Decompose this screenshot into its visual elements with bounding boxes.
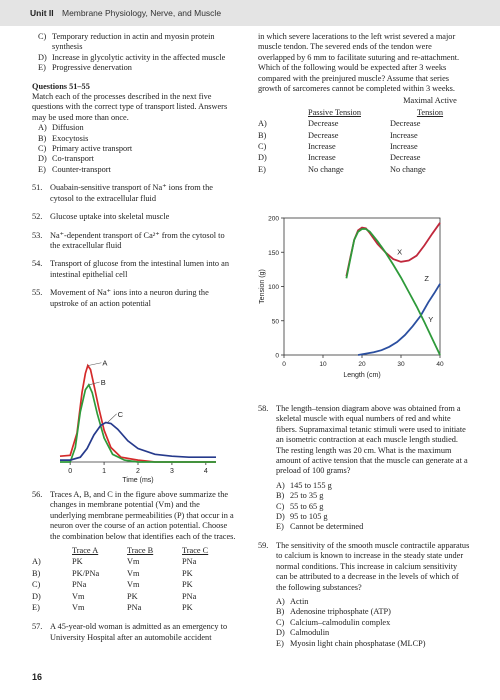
x-axis-label: Time (ms) bbox=[122, 477, 154, 484]
transport-option: A) Diffusion bbox=[38, 123, 84, 133]
trace-label-a: A bbox=[102, 358, 108, 368]
answer-option: A) 145 to 155 g bbox=[276, 480, 332, 490]
answer-option: A) Actin bbox=[276, 596, 309, 606]
question-54: 54. Transport of glucose from the intestinal lumen into an intestinal epithelial cell bbox=[32, 259, 229, 279]
trace-c bbox=[60, 423, 216, 461]
answer-option: C) Calcium–calmodulin complex bbox=[276, 617, 391, 627]
right-column-bottom bbox=[258, 404, 470, 649]
curve-label-y: Y bbox=[428, 315, 434, 325]
x-tick-label: 0 bbox=[68, 468, 73, 475]
q58-options bbox=[276, 481, 470, 533]
q56-table: Trace A Trace B Trace C A) PK Vm PNa B) PK/PNa Vm PK C) PNa Vm PK D) Vm PK PNa E) Vm PNa PK bbox=[32, 546, 236, 614]
q59-options bbox=[276, 597, 470, 649]
question-58: 58. The length–tension diagram above was obtained from a skeletal muscle with equal numbers of red and white fibers. Supramaximal tetanic stimuli were used to initiate an isometric contraction at each muscle length studied. The resting length was 20 cm. What is the maximum amount of active tension that the muscle can generate at a preload of 100 grams? bbox=[258, 404, 468, 476]
answer-option: C) 55 to 65 g bbox=[276, 501, 324, 511]
questions-intro: Match each of the processes described in the next five questions with the correct type of transport listed. Answers may be used more than once. bbox=[32, 92, 228, 122]
answer-option: D) Calmodulin bbox=[276, 628, 330, 638]
table-row: C) PNa Vm PK bbox=[32, 580, 193, 590]
trace-b bbox=[60, 385, 216, 462]
y-tick-label: 200 bbox=[268, 215, 279, 223]
y-axis-label: Tension (g) bbox=[259, 269, 266, 304]
x-tick-label: 1 bbox=[102, 468, 107, 475]
question-52: 52. Glucose uptake into skeletal muscle bbox=[32, 212, 170, 222]
length-tension-chart bbox=[258, 212, 470, 382]
y-tick-label: 100 bbox=[268, 284, 279, 291]
question-59: 59. The sensitivity of the smooth muscle contractile apparatus to calcium is known to increase in the steady state under normal conditions. This increase in calcium sensitivity can be attributed to a decrease in the levels of which of the following substances? bbox=[258, 540, 470, 592]
leader-line bbox=[107, 414, 116, 423]
curve-z bbox=[346, 229, 440, 355]
trace-label-c: C bbox=[117, 409, 124, 419]
x-axis-label: Length (cm) bbox=[343, 372, 381, 379]
table-row: B) PK/PNa Vm PK bbox=[32, 568, 193, 578]
page-number: 16 bbox=[32, 672, 43, 682]
x-tick-label: 20 bbox=[358, 361, 366, 368]
y-tick-label: 0 bbox=[275, 352, 279, 360]
left-column bbox=[32, 32, 236, 309]
section-title: Membrane Physiology, Nerve, and Muscle bbox=[62, 8, 222, 18]
table-row: D) Increase Decrease bbox=[258, 153, 421, 163]
transport-option: E) Counter-transport bbox=[38, 164, 111, 174]
table-row: A) Decrease Decrease bbox=[258, 119, 421, 129]
q57-table: Maximal Active Passive Tension Tension A) Decrease Decrease B) Decrease Increase C) Increase Increase D) Increase Decrease E) No change No change bbox=[258, 96, 470, 176]
answer-option: D) 95 to 105 g bbox=[276, 512, 328, 522]
curve-label-z: Z bbox=[424, 274, 429, 284]
transport-options bbox=[38, 123, 236, 175]
option-e: E) Progressive denervation bbox=[38, 63, 132, 73]
right-column-top bbox=[258, 32, 470, 176]
answer-option: B) Adenosine triphosphate (ATP) bbox=[276, 607, 391, 617]
y-tick-label: 150 bbox=[268, 249, 279, 257]
table-row: A) PK Vm PNa bbox=[32, 557, 197, 567]
answer-option: B) 25 to 35 g bbox=[276, 491, 324, 501]
question-55: 55. Movement of Na⁺ ions into a neuron during the upstroke of an action potential bbox=[32, 288, 209, 308]
answer-option: E) Myosin light chain phosphatase (MLCP) bbox=[276, 638, 426, 648]
x-tick-label: 3 bbox=[169, 468, 174, 475]
x-tick-label: 30 bbox=[397, 361, 405, 368]
table-row: E) No change No change bbox=[258, 164, 426, 174]
action-potential-chart bbox=[48, 344, 223, 484]
x-tick-label: 2 bbox=[136, 468, 140, 475]
questions-heading: Questions 51–55 bbox=[32, 81, 90, 91]
unit-label: Unit II bbox=[30, 8, 54, 18]
transport-option: C) Primary active transport bbox=[38, 144, 133, 154]
question-53: 53. Na⁺-dependent transport of Ca²⁺ from the cytosol to the extracellular fluid bbox=[32, 230, 225, 250]
x-tick-label: 4 bbox=[203, 468, 208, 475]
question-57-continued: in which severe lacerations to the left wrist severed a major muscle tendon. The severed ends of the tendon were overlapped by 6 mm to facilitate suturing and re-attachment. Which of the following would be expected after 3 weeks compared with the preinjured muscle? Assume that series growth of sarcomeres cannot be completed within 3 weeks. bbox=[258, 32, 460, 94]
question-56-block bbox=[32, 490, 236, 643]
table-row: B) Decrease Increase bbox=[258, 130, 418, 140]
running-header bbox=[0, 0, 500, 26]
question-56: 56. Traces A, B, and C in the figure above summarize the changes in membrane potential (Vm) and the underlying membrane permeabilities (P) that occur in a neuron over the course of an action potential. Choose the combination below that identifies each of the traces. bbox=[32, 490, 236, 541]
question-51: 51. Ouabain-sensitive transport of Na⁺ ions from the cytosol to the extracellular fluid bbox=[32, 183, 213, 203]
curve-label-x: X bbox=[397, 247, 403, 257]
trace-label-b: B bbox=[100, 378, 106, 388]
table-row: D) Vm PK PNa bbox=[32, 591, 197, 601]
answer-option: E) Cannot be determined bbox=[276, 522, 364, 532]
table-row: C) Increase Increase bbox=[258, 142, 418, 152]
option-c: C) Temporary reduction in actin and myosin protein synthesis bbox=[38, 32, 215, 52]
leader-line bbox=[88, 363, 102, 366]
table-row: E) Vm PNa PK bbox=[32, 603, 193, 613]
option-d: D) Increase in glycolytic activity in the affected muscle bbox=[38, 52, 226, 62]
y-tick-label: 50 bbox=[271, 318, 279, 326]
x-tick-label: 40 bbox=[436, 361, 444, 368]
plot-frame bbox=[284, 218, 440, 355]
transport-option: B) Exocytosis bbox=[38, 133, 89, 143]
question-57: 57. A 45-year-old woman is admitted as an emergency to University Hospital after an automobile accident bbox=[32, 622, 228, 642]
transport-option: D) Co-transport bbox=[38, 154, 94, 164]
x-tick-label: 10 bbox=[319, 361, 327, 368]
x-tick-label: 0 bbox=[282, 361, 286, 368]
